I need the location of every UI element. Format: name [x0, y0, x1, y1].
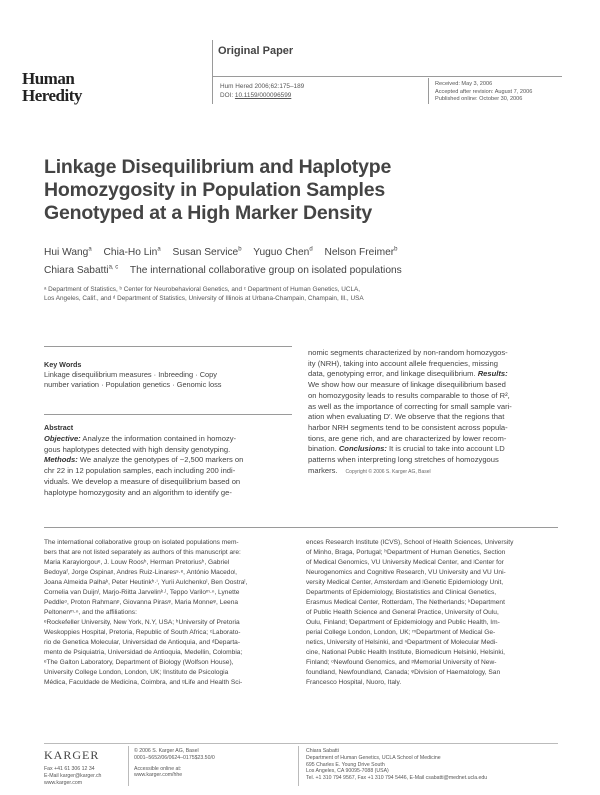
publisher-email[interactable]: E-Mail karger@karger.ch [44, 772, 102, 779]
footer-divider-2 [298, 746, 299, 786]
abstract-line: ation when evaluating D′. We observe that the regions that [308, 412, 505, 422]
abstract-line: harbor NRH segments tend to be consistent across popula- [308, 422, 508, 432]
doi-prefix: DOI: [220, 91, 235, 99]
note-line: foundland, Newfoundland, Canada; ᵠDivision of Haematology, San [306, 669, 501, 676]
received-date: Received: May 3, 2006 [435, 81, 493, 87]
corr-dept: Department of Human Genetics, UCLA School of Medicine [306, 754, 441, 761]
note-line: University College London, London, UK; ʲInstituto de Psicologia [44, 669, 229, 676]
abstract-line: data, genotyping error, and linkage disequilibrium. Results: [308, 369, 508, 379]
note-line: Peddleᵒ, Proton Rahmanᵖ, Giovanna Pirasᵠ, Maria Monneᵠ, Leena [44, 599, 239, 606]
correspondence-block [306, 748, 487, 782]
footer-divider-1 [128, 746, 129, 786]
note-line: perial College London, London, UK; ᵐDepartment of Medical Ge- [306, 629, 496, 636]
note-line: Médica, Faculdade de Medicina, Coimbra, and ᵍLife and Health Sci- [44, 679, 243, 686]
publisher-fax: Fax +41 61 306 12 34 [44, 766, 95, 772]
abstract-line: bination. Conclusions: It is crucial to take into account LD [308, 444, 505, 454]
abstract-right-column [308, 348, 556, 477]
keywords-list [44, 370, 284, 391]
issn-line: 0001–5652/06/0624–0175$23.50/0 [134, 754, 215, 761]
abstract-line: patterns when interpreting long stretches of homozygous [308, 455, 499, 465]
doi-line [220, 92, 304, 101]
journal-logo-line2: Heredity [22, 86, 82, 105]
author: Hui Wang$^a$ [44, 246, 92, 258]
copyright-notice: Copyright © 2006 S. Karger AG, Basel [345, 468, 431, 475]
abstract-line: Objective: Analyze the information contained in homozy- [44, 434, 237, 443]
abstract-line: markers. Copyright © 2006 S. Karger AG, Basel [308, 466, 556, 478]
note-line: Maria Karayiorgouᵉ, J. Louw Roosʰ, Herman Pretoriusʰ, Gabriel [44, 559, 230, 566]
doi-link[interactable]: 10.1159/000096599 [234, 91, 292, 99]
note-line: Peltonenᵐ·ⁿ, and the affiliations: [44, 609, 137, 616]
abstract-left-column [44, 434, 288, 498]
keywords-line: number variation · Population genetics · Genomic loss [44, 380, 222, 390]
published-date: Published online: October 30, 2006 [435, 96, 523, 103]
author: Nelson Freimer$^b$ [324, 246, 398, 258]
header-dates-rule [428, 78, 429, 104]
note-line: The international collaborative group on isolated populations mem- [44, 539, 239, 546]
accepted-date: Accepted after revision: August 7, 2006 [435, 88, 533, 95]
dates-block [435, 81, 532, 104]
note-line: Weskoppies Hospital, Pretoria, Republic of South Africa; ᶜLaborato- [44, 629, 241, 636]
author-group: The international collaborative group on isolated populations [129, 265, 402, 276]
note-line: netics, University of Helsinki, and ⁿDepartment of Molecular Medi- [306, 639, 498, 646]
corr-street: 695 Charles E. Young Drive South [306, 761, 385, 768]
affiliation-line: Los Angeles, Calif., and ᵈ Department of Statistics, University of Illinois at Urbana-Champain, Champain, Ill., USA [44, 295, 364, 303]
publisher-logo: KARGER [44, 748, 100, 762]
online-url[interactable]: www.karger.com/hhe [134, 772, 183, 779]
title-line-3: Genotyped at a High Marker Density [44, 202, 373, 224]
affiliation-block [44, 285, 364, 304]
abstract-line: chr 22 in 12 population samples, each including 200 indi- [44, 466, 236, 476]
abstract-line: ity (NRH), taking into account allele frequencies, missing [308, 358, 498, 368]
journal-logo [22, 70, 82, 104]
note-line: of Public Health Science and General Practice, University of Oulu, [306, 609, 499, 616]
journal-logo-line1: Human [22, 69, 75, 88]
author-list [44, 244, 411, 280]
note-line: rio de Genetica Molecular, Universidad de Antioquia, and ᵈDeparta- [44, 639, 241, 646]
note-line: bers that are not listed separately as authors of this manuscript are: [44, 549, 241, 556]
note-line: ences Research Institute (ICVS), School of Health Sciences, University [306, 539, 514, 546]
note-line: Departments of Epidemiology, Biostatistics and Clinical Genetics, [306, 589, 497, 596]
publisher-contact [44, 766, 101, 786]
keywords-heading: Key Words [44, 360, 82, 369]
abstract-line: as well as the importance of correcting for small sample vari- [308, 401, 512, 411]
note-line: ᵉRockefeller University, New York, N.Y, USA; ʰUniversity of Pretoria [44, 619, 240, 626]
abstract-line: We show how our measure of linkage disequilibrium based [308, 380, 506, 390]
author: Chia-Ho Lin$^a$ [103, 246, 161, 258]
abstract-line: viduals. We develop a measure of disequilibrium based on [44, 476, 241, 486]
note-line: of Minho, Braga, Portugal; ʰDepartment of Human Genetics, Section [306, 549, 506, 556]
note-line: of Medical Genomics, VU University Medical Center, and ʲCenter for [306, 559, 504, 566]
abstract-line: haplotype homozygosity and an algorithm to identify ge- [44, 487, 232, 497]
abstract-line: on homozygosity leads to results comparable to those of R², [308, 390, 510, 400]
abstract-line: Methods: We analyze the genotypes of ~2,500 markers on [44, 455, 244, 465]
note-line: Oulu, Finland; ˡDepartment of Epidemiology and Public Health, Im- [306, 619, 500, 626]
note-line: mento de Psiquiatria, Universidad de Antioquia, Medellin, Colombia; [44, 649, 243, 656]
keywords-top-rule [44, 346, 292, 347]
note-line: versity Medical Center, Amsterdam and ʲGenetic Epidemiology Unit, [306, 579, 504, 586]
note-line: ᵉThe Galton Laboratory, Department of Biology (Wolfson House), [44, 659, 234, 666]
title-line-2: Homozygosity in Population Samples [44, 179, 385, 201]
note-line: Francesco Hospital, Nuoro, Italy. [306, 679, 402, 686]
abstract-bottom-rule [44, 527, 558, 528]
note-line: Bedoyaᶠ, Jorge Ospinaᵍ, Andres Ruiz-Linaresˢ·ᵉ, António Macedoʲ, [44, 569, 237, 576]
copyright-line: © 2006 S. Karger AG, Basel [134, 748, 199, 754]
header-horizontal-rule [212, 76, 562, 77]
citation-block [220, 83, 304, 100]
affiliation-notes-left [44, 538, 294, 688]
abstract-line: nomic segments characterized by non-random homozygos- [308, 348, 508, 357]
results-label: Results: [477, 369, 508, 379]
abstract-line: gous haplotypes detected with high density genotyping. [44, 444, 231, 454]
abstract-line: tions, are gene rich, and are characterized by lower recom- [308, 433, 507, 443]
corr-name: Chiara Sabatti [306, 748, 339, 754]
copyright-block [134, 748, 215, 779]
online-label: Accessible online at: [134, 765, 182, 772]
author: Chiara Sabatti$^{a, c}$ [44, 264, 119, 276]
keywords-line: Linkage disequilibrium measures · Inbreeding · Copy [44, 370, 217, 379]
footer-rule [44, 743, 558, 744]
note-line: Neurogenomics and Cognitive Research, VU University and VU Uni- [306, 569, 506, 576]
note-line: Finland; ᵒNewfound Genomics, and ᵖMemorial University of New- [306, 659, 497, 666]
affiliation-line: ᵃ Department of Statistics, ᵇ Center for Neurobehavioral Genetics, and ᶜ Department of Human Genetics, UCLA, [44, 286, 361, 293]
conclusions-label: Conclusions: [338, 444, 387, 454]
note-line: cine, National Public Health Institute, Biomedicum Helsinki, Helsinki, [306, 649, 505, 656]
abstract-heading: Abstract [44, 423, 74, 432]
author: Susan Service$^b$ [172, 246, 242, 258]
citation: Hum Hered 2006;62:175–189 [220, 83, 305, 90]
affiliation-notes-right [306, 538, 558, 688]
author: Yuguo Chen$^d$ [253, 246, 313, 258]
paper-type-label: Original Paper [218, 45, 294, 57]
corr-city: Los Angeles, CA 90095-7088 (USA) [306, 768, 389, 775]
author-row-1 [44, 244, 411, 262]
author-row-2 [44, 262, 411, 280]
note-line: Joana Almeida Palhaᵏ, Peter Heutinkʰ·ⁱ, Yurii Aulchenkoˡ, Ben Oostraˡ, [44, 579, 248, 586]
title-line-1: Linkage Disequilibrium and Haplotype [44, 156, 392, 178]
publisher-web[interactable]: www.karger.com [44, 779, 83, 786]
note-line: Cornelia van Duijnˡ, Marjo-Riitta Jarvelinᵏ·ˡ, Teppo Variloᵐ·ⁿ, Lynette [44, 589, 240, 596]
paper-title [44, 156, 564, 225]
abstract-top-rule [44, 414, 292, 415]
header-vertical-rule [212, 40, 213, 104]
note-line: Erasmus Medical Center, Rotterdam, The Netherlands; ᵏDepartment [306, 599, 505, 606]
corr-contact: Tel. +1 310 794 9567, Fax +1 310 794 5446, E-Mail csabatti@mednet.ucla.edu [306, 775, 488, 782]
